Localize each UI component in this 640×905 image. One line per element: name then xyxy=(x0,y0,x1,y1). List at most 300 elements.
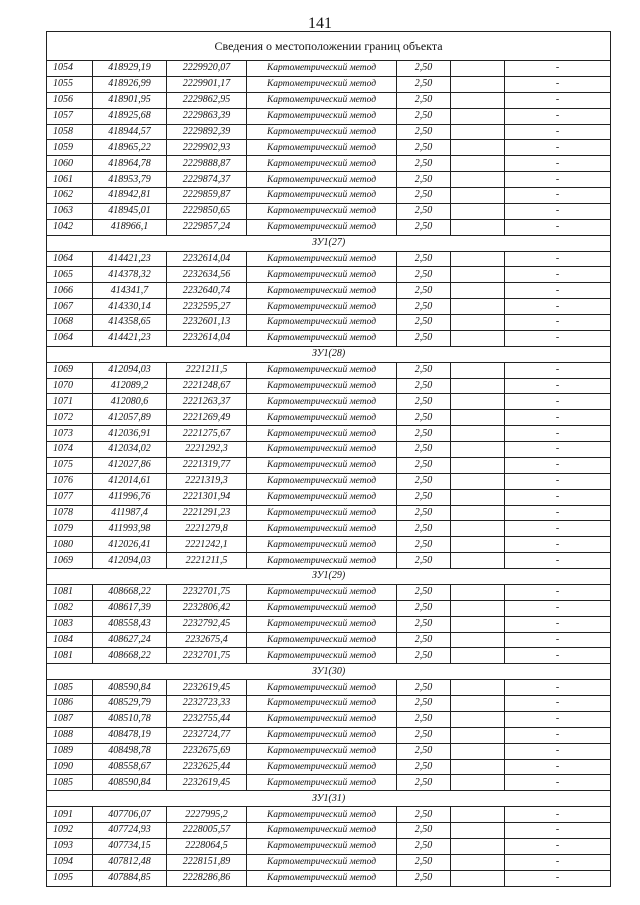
note: - xyxy=(505,410,611,426)
method: Картометрический метод xyxy=(247,442,397,458)
table-row xyxy=(47,632,611,648)
accuracy: 2,50 xyxy=(397,61,451,77)
empty-cell xyxy=(451,251,505,267)
coordinate-x: 412014,61 xyxy=(93,473,167,489)
accuracy: 2,50 xyxy=(397,759,451,775)
empty-cell xyxy=(451,219,505,235)
table-row xyxy=(47,505,611,521)
point-number: 1060 xyxy=(47,156,93,172)
empty-cell xyxy=(451,108,505,124)
empty-cell xyxy=(451,807,505,823)
empty-cell xyxy=(451,330,505,346)
point-number: 1094 xyxy=(47,854,93,870)
table-row xyxy=(47,267,611,283)
accuracy: 2,50 xyxy=(397,283,451,299)
note: - xyxy=(505,76,611,92)
empty-cell xyxy=(451,172,505,188)
coordinate-y: 2232701,75 xyxy=(167,648,247,664)
accuracy: 2,50 xyxy=(397,267,451,283)
point-number: 1071 xyxy=(47,394,93,410)
coordinate-x: 414358,65 xyxy=(93,315,167,331)
table-row xyxy=(47,743,611,759)
section-header-row xyxy=(47,569,611,585)
accuracy: 2,50 xyxy=(397,743,451,759)
coordinate-y: 2229862,95 xyxy=(167,92,247,108)
coordinate-y: 2221319,3 xyxy=(167,473,247,489)
note: - xyxy=(505,92,611,108)
table-row xyxy=(47,61,611,77)
point-number: 1070 xyxy=(47,378,93,394)
note: - xyxy=(505,807,611,823)
coordinate-y: 2221275,67 xyxy=(167,426,247,442)
note: - xyxy=(505,140,611,156)
coordinate-x: 418925,68 xyxy=(93,108,167,124)
coordinate-y: 2229902,93 xyxy=(167,140,247,156)
coordinate-x: 408558,67 xyxy=(93,759,167,775)
coordinate-y: 2228286,86 xyxy=(167,870,247,886)
note: - xyxy=(505,378,611,394)
coordinate-x: 408668,22 xyxy=(93,648,167,664)
coordinate-y: 2221248,67 xyxy=(167,378,247,394)
coordinate-y: 2229850,65 xyxy=(167,203,247,219)
point-number: 1084 xyxy=(47,632,93,648)
coordinate-y: 2232675,69 xyxy=(167,743,247,759)
accuracy: 2,50 xyxy=(397,696,451,712)
point-number: 1089 xyxy=(47,743,93,759)
accuracy: 2,50 xyxy=(397,92,451,108)
table-row xyxy=(47,521,611,537)
note: - xyxy=(505,680,611,696)
point-number: 1073 xyxy=(47,426,93,442)
method: Картометрический метод xyxy=(247,632,397,648)
point-number: 1090 xyxy=(47,759,93,775)
coordinate-x: 408668,22 xyxy=(93,584,167,600)
table-row xyxy=(47,775,611,791)
table-row xyxy=(47,489,611,505)
table-row xyxy=(47,442,611,458)
method: Картометрический метод xyxy=(247,108,397,124)
coordinate-x: 414421,23 xyxy=(93,330,167,346)
note: - xyxy=(505,584,611,600)
coordinate-y: 2232724,77 xyxy=(167,727,247,743)
accuracy: 2,50 xyxy=(397,823,451,839)
empty-cell xyxy=(451,584,505,600)
boundary-table xyxy=(46,31,611,887)
coordinate-y: 2232755,44 xyxy=(167,711,247,727)
accuracy: 2,50 xyxy=(397,807,451,823)
method: Картометрический метод xyxy=(247,473,397,489)
table-row xyxy=(47,410,611,426)
point-number: 1092 xyxy=(47,823,93,839)
table-row xyxy=(47,76,611,92)
empty-cell xyxy=(451,600,505,616)
coordinate-x: 412036,91 xyxy=(93,426,167,442)
method: Картометрический метод xyxy=(247,203,397,219)
table-row xyxy=(47,600,611,616)
coordinate-x: 414341,7 xyxy=(93,283,167,299)
coordinate-x: 414378,32 xyxy=(93,267,167,283)
note: - xyxy=(505,203,611,219)
accuracy: 2,50 xyxy=(397,410,451,426)
empty-cell xyxy=(451,537,505,553)
table-row xyxy=(47,616,611,632)
method: Картометрический метод xyxy=(247,156,397,172)
note: - xyxy=(505,553,611,569)
table-row xyxy=(47,838,611,854)
accuracy: 2,50 xyxy=(397,553,451,569)
table-row xyxy=(47,553,611,569)
method: Картометрический метод xyxy=(247,188,397,204)
empty-cell xyxy=(451,616,505,632)
method: Картометрический метод xyxy=(247,807,397,823)
page-number: 141 xyxy=(308,15,332,32)
method: Картометрический метод xyxy=(247,680,397,696)
coordinate-x: 408590,84 xyxy=(93,775,167,791)
accuracy: 2,50 xyxy=(397,203,451,219)
note: - xyxy=(505,172,611,188)
coordinate-x: 412089,2 xyxy=(93,378,167,394)
accuracy: 2,50 xyxy=(397,172,451,188)
point-number: 1085 xyxy=(47,680,93,696)
empty-cell xyxy=(451,156,505,172)
point-number: 1083 xyxy=(47,616,93,632)
accuracy: 2,50 xyxy=(397,632,451,648)
empty-cell xyxy=(451,648,505,664)
coordinate-x: 412057,89 xyxy=(93,410,167,426)
coordinate-y: 2229901,17 xyxy=(167,76,247,92)
empty-cell xyxy=(451,711,505,727)
note: - xyxy=(505,489,611,505)
point-number: 1081 xyxy=(47,648,93,664)
section-header-row xyxy=(47,791,611,807)
point-number: 1066 xyxy=(47,283,93,299)
coordinate-x: 408510,78 xyxy=(93,711,167,727)
point-number: 1059 xyxy=(47,140,93,156)
table-row xyxy=(47,759,611,775)
coordinate-y: 2221242,1 xyxy=(167,537,247,553)
note: - xyxy=(505,696,611,712)
note: - xyxy=(505,632,611,648)
method: Картометрический метод xyxy=(247,61,397,77)
empty-cell xyxy=(451,680,505,696)
point-number: 1069 xyxy=(47,362,93,378)
table-row xyxy=(47,854,611,870)
table-row xyxy=(47,727,611,743)
coordinate-x: 407706,07 xyxy=(93,807,167,823)
point-number: 1074 xyxy=(47,442,93,458)
section-header: ЗУ1(28) xyxy=(47,346,611,362)
coordinate-x: 418929,19 xyxy=(93,61,167,77)
coordinate-x: 412034,02 xyxy=(93,442,167,458)
method: Картометрический метод xyxy=(247,648,397,664)
coordinate-x: 407884,85 xyxy=(93,870,167,886)
method: Картометрический метод xyxy=(247,172,397,188)
empty-cell xyxy=(451,759,505,775)
method: Картометрический метод xyxy=(247,711,397,727)
method: Картометрический метод xyxy=(247,838,397,854)
table-row xyxy=(47,140,611,156)
coordinate-y: 2229859,87 xyxy=(167,188,247,204)
empty-cell xyxy=(451,92,505,108)
coordinate-x: 412094,03 xyxy=(93,553,167,569)
note: - xyxy=(505,251,611,267)
method: Картометрический метод xyxy=(247,457,397,473)
accuracy: 2,50 xyxy=(397,188,451,204)
method: Картометрический метод xyxy=(247,315,397,331)
coordinate-x: 414330,14 xyxy=(93,299,167,315)
accuracy: 2,50 xyxy=(397,219,451,235)
table-row xyxy=(47,473,611,489)
accuracy: 2,50 xyxy=(397,299,451,315)
method: Картометрический метод xyxy=(247,378,397,394)
point-number: 1080 xyxy=(47,537,93,553)
empty-cell xyxy=(451,315,505,331)
method: Картометрический метод xyxy=(247,696,397,712)
accuracy: 2,50 xyxy=(397,727,451,743)
table-row xyxy=(47,378,611,394)
method: Картометрический метод xyxy=(247,140,397,156)
empty-cell xyxy=(451,632,505,648)
point-number: 1077 xyxy=(47,489,93,505)
accuracy: 2,50 xyxy=(397,537,451,553)
accuracy: 2,50 xyxy=(397,362,451,378)
note: - xyxy=(505,124,611,140)
coordinate-x: 408498,78 xyxy=(93,743,167,759)
table-row xyxy=(47,823,611,839)
method: Картометрический метод xyxy=(247,823,397,839)
note: - xyxy=(505,473,611,489)
empty-cell xyxy=(451,188,505,204)
note: - xyxy=(505,711,611,727)
point-number: 1054 xyxy=(47,61,93,77)
accuracy: 2,50 xyxy=(397,330,451,346)
note: - xyxy=(505,775,611,791)
note: - xyxy=(505,315,611,331)
note: - xyxy=(505,61,611,77)
empty-cell xyxy=(451,267,505,283)
note: - xyxy=(505,457,611,473)
method: Картометрический метод xyxy=(247,426,397,442)
coordinate-x: 411993,98 xyxy=(93,521,167,537)
table-row xyxy=(47,696,611,712)
accuracy: 2,50 xyxy=(397,457,451,473)
point-number: 1072 xyxy=(47,410,93,426)
table-title: Сведения о местоположении границ объекта xyxy=(47,32,611,61)
point-number: 1086 xyxy=(47,696,93,712)
coordinate-y: 2232806,42 xyxy=(167,600,247,616)
accuracy: 2,50 xyxy=(397,426,451,442)
method: Картометрический метод xyxy=(247,775,397,791)
empty-cell xyxy=(451,743,505,759)
accuracy: 2,50 xyxy=(397,838,451,854)
empty-cell xyxy=(451,775,505,791)
coordinate-y: 2232723,33 xyxy=(167,696,247,712)
coordinate-y: 2228005,57 xyxy=(167,823,247,839)
empty-cell xyxy=(451,442,505,458)
coordinate-y: 2232595,27 xyxy=(167,299,247,315)
section-header-row xyxy=(47,235,611,251)
coordinate-y: 2229863,39 xyxy=(167,108,247,124)
accuracy: 2,50 xyxy=(397,251,451,267)
coordinate-x: 407812,48 xyxy=(93,854,167,870)
method: Картометрический метод xyxy=(247,870,397,886)
note: - xyxy=(505,823,611,839)
accuracy: 2,50 xyxy=(397,521,451,537)
note: - xyxy=(505,219,611,235)
empty-cell xyxy=(451,696,505,712)
coordinate-x: 418966,1 xyxy=(93,219,167,235)
method: Картометрический метод xyxy=(247,283,397,299)
coordinate-x: 408627,24 xyxy=(93,632,167,648)
coordinate-x: 408617,39 xyxy=(93,600,167,616)
coordinate-x: 407724,93 xyxy=(93,823,167,839)
accuracy: 2,50 xyxy=(397,616,451,632)
coordinate-y: 2232675,4 xyxy=(167,632,247,648)
coordinate-y: 2232619,45 xyxy=(167,775,247,791)
point-number: 1082 xyxy=(47,600,93,616)
note: - xyxy=(505,188,611,204)
empty-cell xyxy=(451,823,505,839)
coordinate-y: 2232614,04 xyxy=(167,330,247,346)
table-row xyxy=(47,124,611,140)
accuracy: 2,50 xyxy=(397,489,451,505)
accuracy: 2,50 xyxy=(397,76,451,92)
table-row xyxy=(47,426,611,442)
empty-cell xyxy=(451,553,505,569)
coordinate-x: 411987,4 xyxy=(93,505,167,521)
point-number: 1085 xyxy=(47,775,93,791)
coordinate-y: 2228151,89 xyxy=(167,854,247,870)
table-row xyxy=(47,299,611,315)
coordinate-y: 2221279,8 xyxy=(167,521,247,537)
coordinate-y: 2232634,56 xyxy=(167,267,247,283)
table-row xyxy=(47,92,611,108)
empty-cell xyxy=(451,61,505,77)
method: Картометрический метод xyxy=(247,299,397,315)
accuracy: 2,50 xyxy=(397,108,451,124)
empty-cell xyxy=(451,410,505,426)
table-row xyxy=(47,283,611,299)
section-header: ЗУ1(29) xyxy=(47,569,611,585)
method: Картометрический метод xyxy=(247,219,397,235)
coordinate-y: 2229874,37 xyxy=(167,172,247,188)
coordinate-x: 418945,01 xyxy=(93,203,167,219)
coordinate-y: 2228064,5 xyxy=(167,838,247,854)
table-row xyxy=(47,807,611,823)
section-header-row xyxy=(47,346,611,362)
coordinate-x: 412026,41 xyxy=(93,537,167,553)
coordinate-y: 2232701,75 xyxy=(167,584,247,600)
accuracy: 2,50 xyxy=(397,600,451,616)
empty-cell xyxy=(451,299,505,315)
coordinate-x: 418965,22 xyxy=(93,140,167,156)
method: Картометрический метод xyxy=(247,743,397,759)
empty-cell xyxy=(451,473,505,489)
accuracy: 2,50 xyxy=(397,854,451,870)
note: - xyxy=(505,743,611,759)
table-row xyxy=(47,315,611,331)
table-row xyxy=(47,330,611,346)
empty-cell xyxy=(451,76,505,92)
empty-cell xyxy=(451,362,505,378)
coordinate-x: 408558,43 xyxy=(93,616,167,632)
table-row xyxy=(47,219,611,235)
point-number: 1076 xyxy=(47,473,93,489)
accuracy: 2,50 xyxy=(397,394,451,410)
coordinate-x: 418926,99 xyxy=(93,76,167,92)
empty-cell xyxy=(451,283,505,299)
coordinate-y: 2227995,2 xyxy=(167,807,247,823)
point-number: 1068 xyxy=(47,315,93,331)
coordinate-y: 2232614,04 xyxy=(167,251,247,267)
empty-cell xyxy=(451,394,505,410)
empty-cell xyxy=(451,426,505,442)
method: Картометрический метод xyxy=(247,267,397,283)
accuracy: 2,50 xyxy=(397,315,451,331)
method: Картометрический метод xyxy=(247,330,397,346)
coordinate-y: 2221292,3 xyxy=(167,442,247,458)
coordinate-y: 2221319,77 xyxy=(167,457,247,473)
coordinate-x: 411996,76 xyxy=(93,489,167,505)
table-row xyxy=(47,648,611,664)
point-number: 1064 xyxy=(47,251,93,267)
method: Картометрический метод xyxy=(247,553,397,569)
point-number: 1063 xyxy=(47,203,93,219)
point-number: 1081 xyxy=(47,584,93,600)
point-number: 1042 xyxy=(47,219,93,235)
method: Картометрический метод xyxy=(247,489,397,505)
point-number: 1088 xyxy=(47,727,93,743)
point-number: 1095 xyxy=(47,870,93,886)
method: Картометрический метод xyxy=(247,251,397,267)
accuracy: 2,50 xyxy=(397,124,451,140)
coordinate-y: 2232601,13 xyxy=(167,315,247,331)
method: Картометрический метод xyxy=(247,616,397,632)
coordinate-y: 2229857,24 xyxy=(167,219,247,235)
point-number: 1055 xyxy=(47,76,93,92)
empty-cell xyxy=(451,124,505,140)
accuracy: 2,50 xyxy=(397,378,451,394)
table-row xyxy=(47,680,611,696)
note: - xyxy=(505,648,611,664)
note: - xyxy=(505,442,611,458)
accuracy: 2,50 xyxy=(397,505,451,521)
accuracy: 2,50 xyxy=(397,870,451,886)
note: - xyxy=(505,838,611,854)
empty-cell xyxy=(451,140,505,156)
point-number: 1075 xyxy=(47,457,93,473)
coordinate-x: 414421,23 xyxy=(93,251,167,267)
point-number: 1093 xyxy=(47,838,93,854)
table-row xyxy=(47,537,611,553)
coordinate-x: 408590,84 xyxy=(93,680,167,696)
table-row xyxy=(47,711,611,727)
coordinate-x: 408529,79 xyxy=(93,696,167,712)
note: - xyxy=(505,854,611,870)
note: - xyxy=(505,156,611,172)
table-row xyxy=(47,362,611,378)
coordinate-y: 2229892,39 xyxy=(167,124,247,140)
note: - xyxy=(505,616,611,632)
table-title-row xyxy=(47,32,611,61)
coordinate-x: 412080,6 xyxy=(93,394,167,410)
note: - xyxy=(505,267,611,283)
table-row xyxy=(47,108,611,124)
table-row xyxy=(47,584,611,600)
section-header: ЗУ1(30) xyxy=(47,664,611,680)
coordinate-x: 418953,79 xyxy=(93,172,167,188)
note: - xyxy=(505,426,611,442)
